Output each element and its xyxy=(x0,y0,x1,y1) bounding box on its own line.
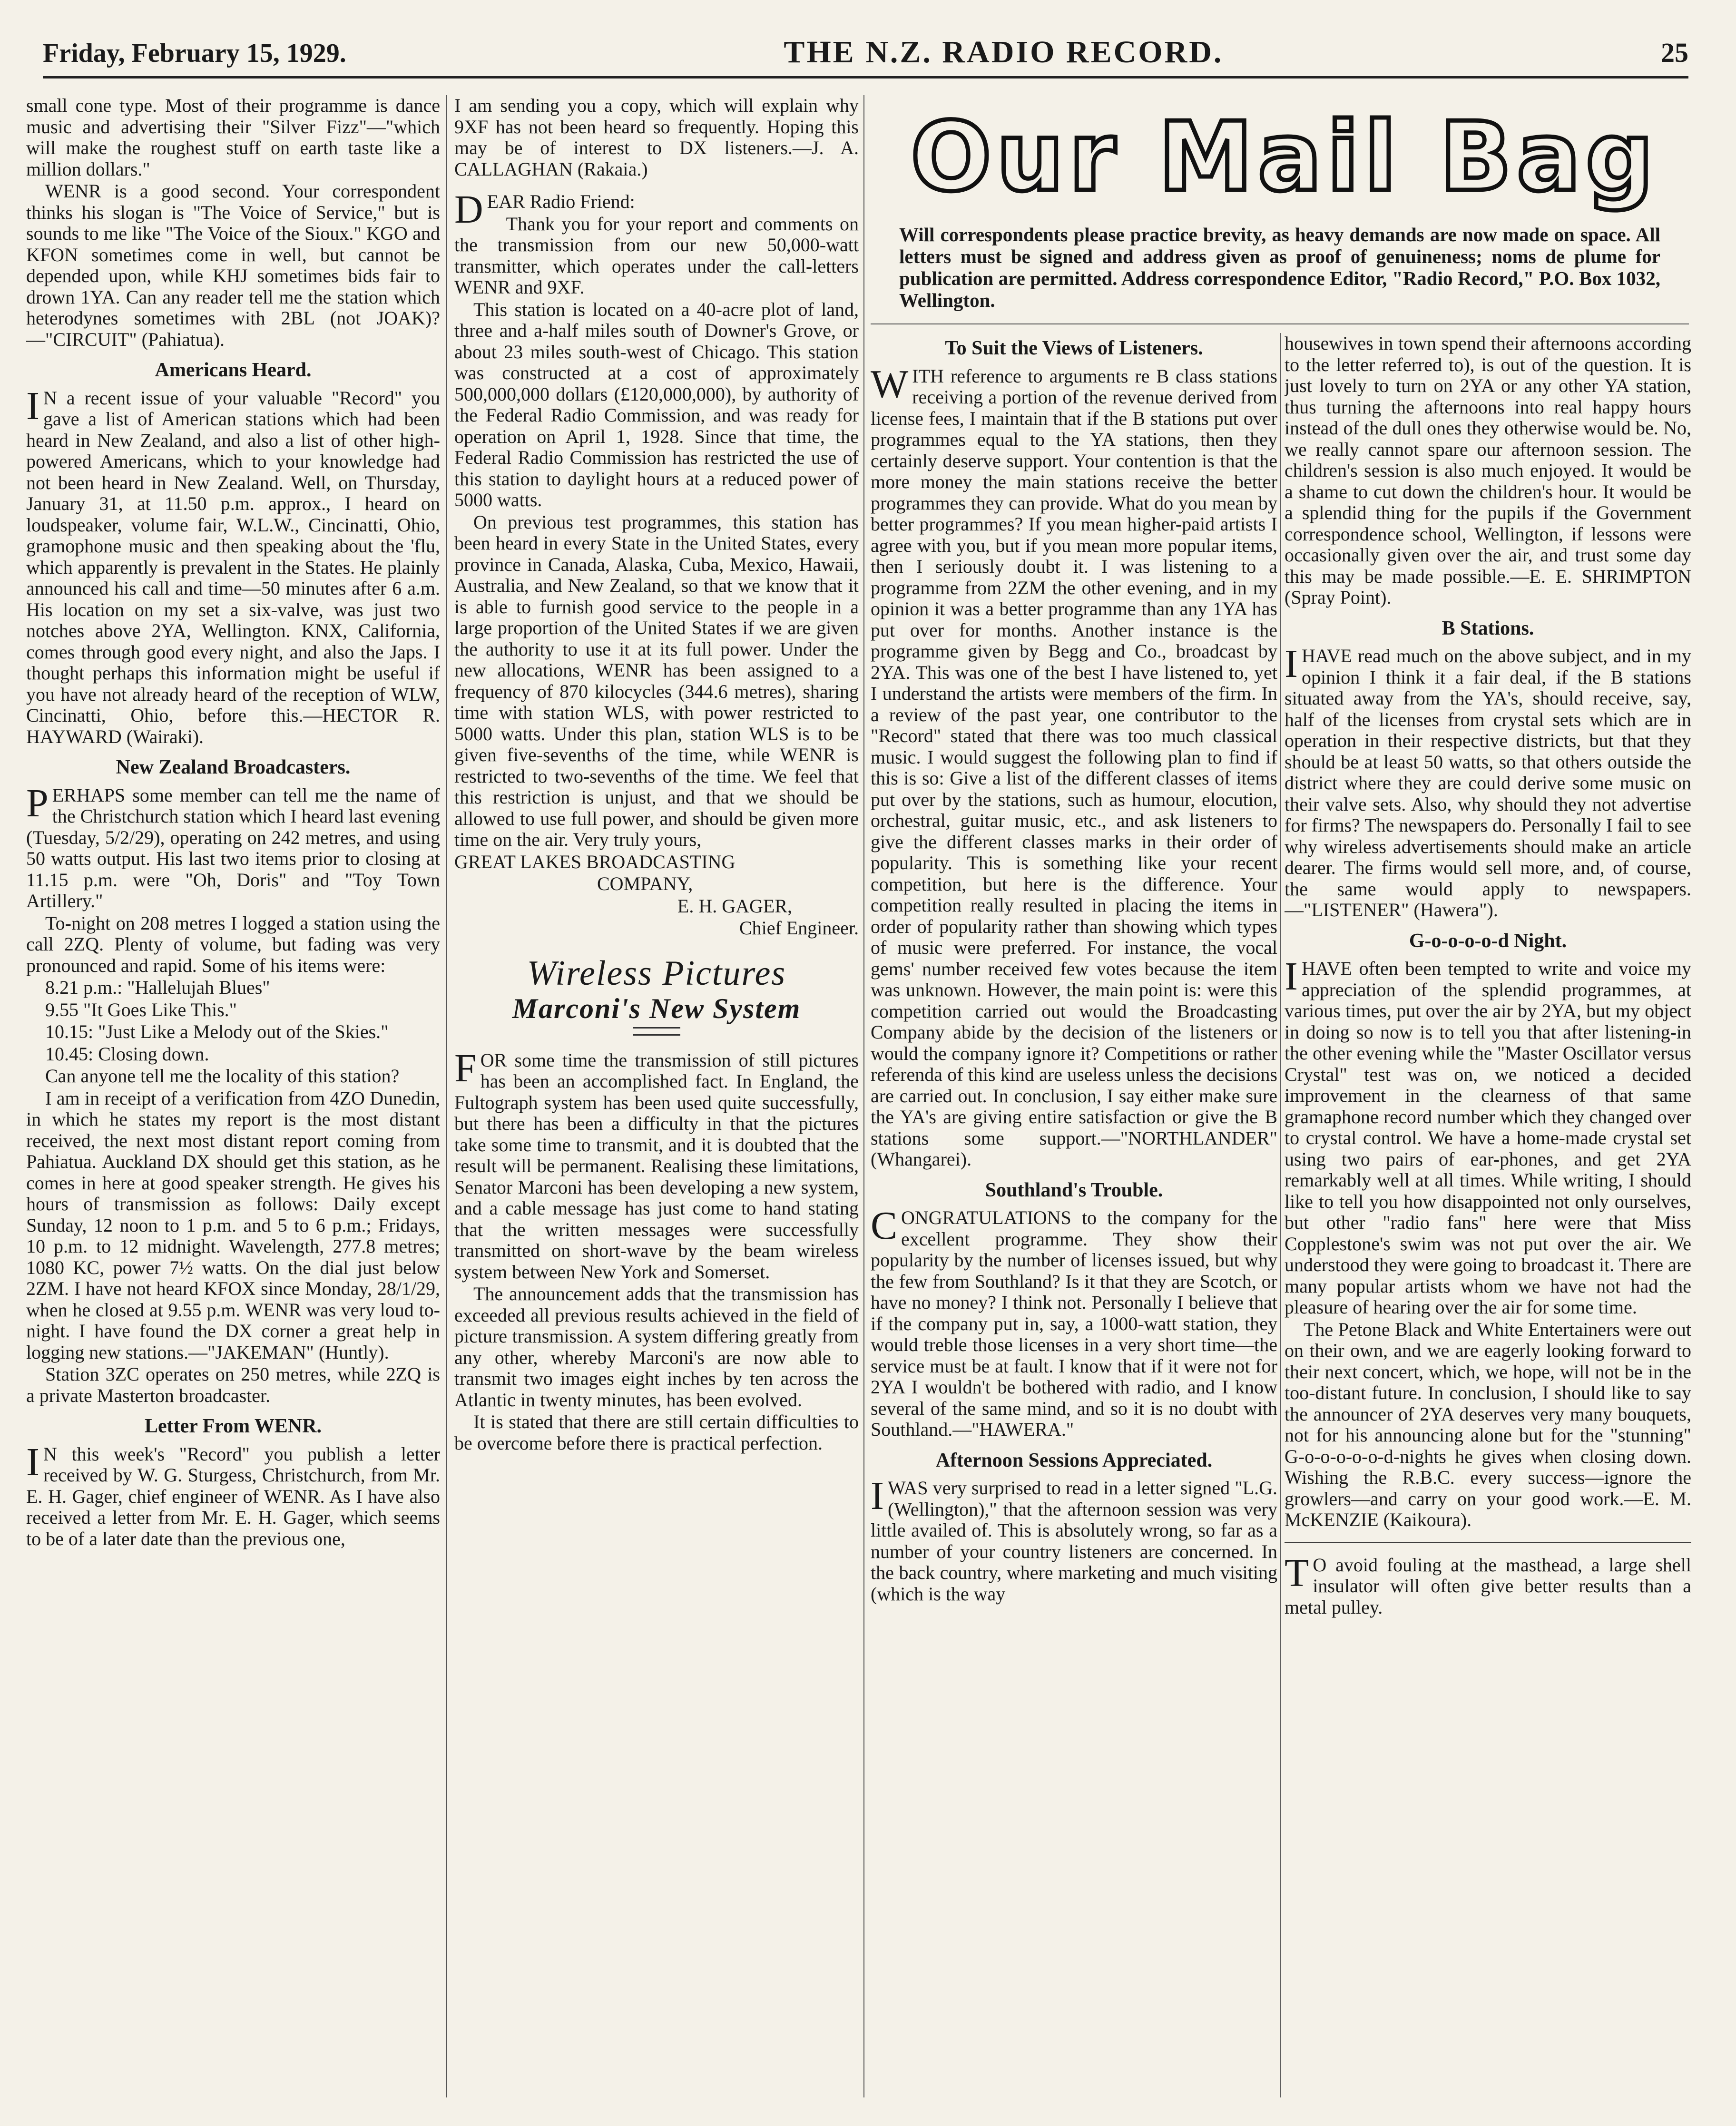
mailbag-title: Our Mail Bag xyxy=(911,101,1658,213)
paragraph: Station 3ZC operates on 250 metres, while 2ZQ is a private Masterton broadcaster. xyxy=(26,1363,440,1406)
drop-cap: I xyxy=(1285,642,1298,686)
drop-cap: C xyxy=(871,1204,898,1248)
paragraph: small cone type. Most of their programme is dance music and advertising their "Silver Fizz"—"which will make the roughest stuff on earth taste like a million dollars." xyxy=(26,95,440,180)
letter-heading: G-o-o-o-o-d Night. xyxy=(1409,930,1567,952)
letter-heading: Afternoon Sessions Appreciated. xyxy=(935,1449,1213,1471)
drop-cap: D xyxy=(454,187,483,232)
mailbag-banner xyxy=(894,100,1675,214)
paragraph: To-night on 208 metres I logged a station using the call 2ZQ. Plenty of volume, but fading was very pronounced and rapid. Some of his items were: xyxy=(26,912,440,976)
letter-heading: B Stations. xyxy=(1442,617,1534,639)
divider xyxy=(1285,1542,1691,1543)
letter-heading: To Suit the Views of Listeners. xyxy=(945,338,1203,359)
paragraph: I am in receipt of a verification from 4ZO Dunedin, in which he states my report is the most distant received, the next most distant report coming from Pahiatua. Auckland DX should get this station, as he comes in here at good speaker strength. He gives his hours of transmission as follows: Daily except Sunday, 12 noon to 1 p.m. and 5 to 6 p.m.; Fridays, 10 p.m. to 12 midnight. Wavelength, 277.8 metres; 1080 KC, power 7½ watts. On the dial just below 2ZM. I have not heard KFOX since Monday, 28/1/29, when he closed at 9.55 p.m. WENR was very loud to-night. I have found the DX corner a great help in logging new stations.—"JAKEMAN" (Huntly). xyxy=(26,1087,440,1363)
column-rule xyxy=(863,95,864,2097)
drop-cap: I xyxy=(26,383,39,428)
paragraph: The Petone Black and White Entertainers were out on their own, and we are eagerly looking forward to their next concert, which, we hope, will not be in the too-distant future. In conclusion, I should like to say the announcer of 2YA deserves very many bouquets, not for his announcing alone but for the "stunning" G-o-o-o-o-o-d-nights he gives when closing down. Wishing the R.B.C. every success—ignore the growlers—and carry on your good work.—E. M. McKENZIE (Kaikoura). xyxy=(1285,1318,1691,1530)
signature-line: COMPANY, xyxy=(597,873,693,894)
divider xyxy=(633,1027,680,1029)
signature-line: E. H. GAGER, xyxy=(677,895,792,917)
paragraph: Thank you for your report and comments on the transmission from our new 50,000-watt transmitter, which operates under the call-letters WENR and 9XF. xyxy=(454,213,859,298)
letter-heading: Southland's Trouble. xyxy=(985,1179,1163,1201)
signature-line: GREAT LAKES BROADCASTING xyxy=(454,851,736,872)
paragraph: I N this week's "Record" you publish a letter received by W. G. Sturgess, Christchurch, from Mr. E. H. Gager, chief engineer of WENR. As I have also received a letter from Mr. E. H. Gager, which seems to be of a later date than the previous one, xyxy=(26,1440,440,1549)
paragraph: It is stated that there are still certain difficulties to be overcome before there is practical perfection. xyxy=(454,1411,859,1454)
paragraph: I am sending you a copy, which will explain why 9XF has not been heard so frequently. Hoping this may be of interest to DX listeners.—J. A. CALLAGHAN (Rakaia.) xyxy=(454,95,859,180)
list-item: 8.21 p.m.: "Hallelujah Blues" xyxy=(45,977,270,998)
list-item: 10.15: "Just Like a Melody out of the Skies." xyxy=(45,1021,389,1042)
paragraph: CONGRATULATIONS to the company for the excellent programme. They show their popularity by the number of licenses issued, but why the few from Southland? Is it that they are Scotch, or have no money? I think not. Personally I believe that if the company put in, say, a 1000-watt station, they would treble those licenses in a very short time—the service must be at fault. I know that if it were not for 2YA I wouldn't be bothered with radio, and I know several of the same mind, and so it is no doubt with Southland.—"HAWERA." xyxy=(871,1204,1277,1440)
column-3 xyxy=(871,338,1277,2097)
mailbag-intro: Will correspondents please practice brevity, as heavy demands are now made on space. All letters must be signed and address given as proof of genuineness; noms de plume for publication are permitted. Address correspondence Editor, "Radio Record," P.O. Box 1032, Wellington. xyxy=(899,224,1660,311)
signature-line: Chief Engineer. xyxy=(739,917,859,939)
drop-cap: W xyxy=(871,362,909,406)
drop-cap: P xyxy=(26,781,49,825)
list-item: 10.45: Closing down. xyxy=(45,1043,209,1065)
column-2 xyxy=(454,95,859,2097)
paragraph: On previous test programmes, this station has been heard in every State in the United States, every province in Canada, Alaska, Cuba, Mexico, Hawaii, Australia, and New Zealand, so that we know that it is able to furnish good service to the people in a large proportion of the United States if we are given the authority to use it at its full power. Under the new allocations, WENR has been assigned to a frequency of 870 kilocycles (344.6 metres), sharing time with station WLS, with power restricted to 5000 watts. Under this plan, station WLS is to be given five-sevenths of the time, while WENR is restricted to two-sevenths of the time. We feel that this restriction is unjust, and that we should be allowed to use full power, and should be given more time on the air. Very truly yours, xyxy=(454,511,859,850)
column-rule xyxy=(1280,333,1281,2097)
paragraph: PERHAPS some member can tell me the name of the Christchurch station which I heard last evening (Tuesday, 5/2/29), operating on 242 metres, and using 50 watts output. His last two items prior to closing at 11.15 p.m. were "Oh, Doris" and "Toy Town Artillery." xyxy=(26,781,440,911)
list-item: 9.55 "It Goes Like This." xyxy=(45,999,237,1020)
article-heading: New Zealand Broadcasters. xyxy=(116,756,351,778)
paragraph: This station is located on a 40-acre plot of land, three and a-half miles south of Downer's Grove, or about 23 miles south-west of Chicago. This station was constructed at a cost of approximately 500,000,000 dollars (£120,000,000), by authority of the Federal Radio Commission, and was ready for operation on April 1, 1928. Since that time, the Federal Radio Commission has restricted the use of this station to daylight hours at a reduced power of 5000 watts. xyxy=(454,298,859,510)
drop-cap: I xyxy=(1285,954,1298,999)
section-rule xyxy=(871,323,1689,324)
article-title: Wireless Pictures xyxy=(527,953,786,993)
column-4 xyxy=(1285,333,1691,2097)
article-heading: Americans Heard. xyxy=(155,359,312,381)
paragraph: WENR is a good second. Your correspondent thinks his slogan is "The Voice of Service," but is sounds to me like "The Voice of the Sioux." KGO and KFON sometimes come in well, but cannot be depended upon, while KHJ sometimes bids fair to drown 1YA. Can any reader tell me the station which heterodynes sometimes with 2BL (not JOAK)?—"CIRCUIT" (Pahiatua). xyxy=(26,180,440,350)
paragraph: IWAS very surprised to read in a letter signed "L.G. (Wellington)," that the afternoon session was very little availed of. This is absolutely wrong, so far as a number of your country listeners are concerned. In the back country, where marketing and much visiting (which is the way xyxy=(871,1474,1277,1605)
paragraph: housewives in town spend their afternoons according to the letter referred to), is out of the question. It is just lovely to turn on 2YA or any other YA station, thus turning the afternoons into real happy hours instead of the dull ones they otherwise would be. No, we really cannot spare our afternoon session. The children's session is also much enjoyed. It would be a shame to cut down the children's hour. It would be a splendid thing for the pupils if the Government correspondence school, Wellington, if lessons were occasionally given over the air, and trust some day this may be made possible.—E. E. SHRIMPTON (Spray Point). xyxy=(1285,333,1691,608)
page-number: 25 xyxy=(1661,37,1688,68)
drop-cap: F xyxy=(454,1046,477,1090)
paragraph: I N a recent issue of your valuable "Record" you gave a list of American stations which had been heard in New Zealand, and also a list of other high-powered Americans, which to your knowledge had not been heard in New Zealand. Well, on Thursday, January 31, at 11.50 p.m. approx., I heard on loudspeaker, volume fair, W.L.W., Cincinatti, Ohio, gramophone music and then speaking about the 'flu, which apparently is prevalent in the States. He plainly announced his call and time—50 minutes after 6 a.m. His location on my set a six-valve, was just two notches above 2YA, Wellington. KNX, California, comes through good every night, and also the Japs. I thought perhaps this information might be useful if you have not already heard of the reception of WLW, Cincinatti, Ohio, before this.—HECTOR R. HAYWARD (Wairaki). xyxy=(26,383,440,747)
paragraph: T O avoid fouling at the masthead, a large shell insulator will often give better results than a metal pulley. xyxy=(1285,1550,1691,1618)
paragraph: FOR some time the transmission of still pictures has been an accomplished fact. In England, the Fultograph system has been used quite successfully, but there has been a difficulty in that the pictures take some time to transmit, and it is doubted that the result will be permanent. Realising these limitations, Senator Marconi has been developing a new system, and a cable message has just come to hand stating that the written messages were successfully transmitted on short-wave by the beam wireless system between New York and Somerset. xyxy=(454,1046,859,1283)
column-1 xyxy=(26,95,440,2097)
masthead xyxy=(43,24,1688,78)
paragraph: IHAVE often been tempted to write and voice my appreciation of the splendid programmes, at various times, put over the air by 2YA, but my object in doing so now is to tell you that after listening-in the other evening while the "Master Oscillator versus Crystal" test was on, we noticed a decided improvement in the clearness of that same gramaphone record number which they changed over to crystal control. We have a home-made crystal set using two pairs of ear-phones, and get 2YA remarkably well at all times. While writing, I should like to tell you how disappointed not only ourselves, but other "radio fans" here were that Miss Copplestone's swim was not put over the air. We understood they were going to broadcast it. There are many popular artists whom we have not had the pleasure of hearing over the air for some time. xyxy=(1285,954,1691,1318)
paragraph: WITH reference to arguments re B class stations receiving a portion of the revenue derived from license fees, I maintain that if the B stations put over programmes equal to the YA stations, then they certainly deserve support. Your contention is that the more money the main stations receive the better programmes they can provide. What do you mean by better programmes? If you mean higher-paid artists I agree with you, but if you mean more popular items, then I seriously doubt it. I was listening to a programme from 2ZM the other evening, and in my opinion it was a better programme than any 1YA has put over for months. Another instance is the programme given by Begg and Co., broadcast by 2YA. This was one of the best I have listened to, yet I understand the artists were members of the firm. In a review of the past year, one contributor to the "Record" stated that there was too much classical music. I would suggest the following plan to find if this is so: Give a list of the different classes of items put over by the stations, such as humour, elocution, orchestral, guitar music, etc., and ask listeners to give the different classes marks in their order of popularity. This is something like your recent competition, but here is the difference. Your competition really resulted in placing the items in order of popularity rather than showing which types of music were preferred. For instance, the vocal gems' number received few votes because the item was unknown. However, the main point is: were this competition carried out would the Broadcasting Company abide by the decision of the listeners or would the company ignore it? Competitions or rather referenda of this kind are useless unless the decisions are carried out. In conclusion, I say either make sure the YA's are giving entire satisfaction or give the B stations some support.—"NORTHLANDER" (Whangarei). xyxy=(871,362,1277,1170)
salutation: DEAR Radio Friend: xyxy=(454,187,635,232)
paragraph: Can anyone tell me the locality of this station? xyxy=(45,1065,400,1087)
drop-cap: I xyxy=(26,1440,39,1484)
drop-cap: I xyxy=(871,1474,884,1518)
paragraph: The announcement adds that the transmission has exceeded all previous results achieved in the field of picture transmission. A system differing greatly from any other, whereby Marconi's are now able to transmit two images eight inches by ten across the Atlantic in twenty minutes, has been evolved. xyxy=(454,1283,859,1411)
article-heading: Letter From WENR. xyxy=(144,1415,322,1437)
newspaper-title: THE N.Z. RADIO RECORD. xyxy=(784,35,1224,69)
divider xyxy=(633,1034,680,1036)
drop-cap: T xyxy=(1285,1550,1309,1595)
paragraph: IHAVE read much on the above subject, and in my opinion I think it a fair deal, if the B stations situated away from the YA's, should receive, say, half of the licenses from crystal sets which are in operation in their respective districts, but that they should be at least 50 watts, so that others outside the district where they are could derive some music on their valve sets. Also, why should they not advertise for firms? The newspapers do. Personally I fail to see why wireless advertisements should make an article dearer. The firms would sell more, and, of course, the same would apply to newspapers.—"LISTENER" (Hawera"). xyxy=(1285,642,1691,921)
article-subtitle: Marconi's New System xyxy=(512,993,801,1024)
column-rule xyxy=(446,95,447,2097)
issue-date: Friday, February 15, 1929. xyxy=(43,39,346,68)
